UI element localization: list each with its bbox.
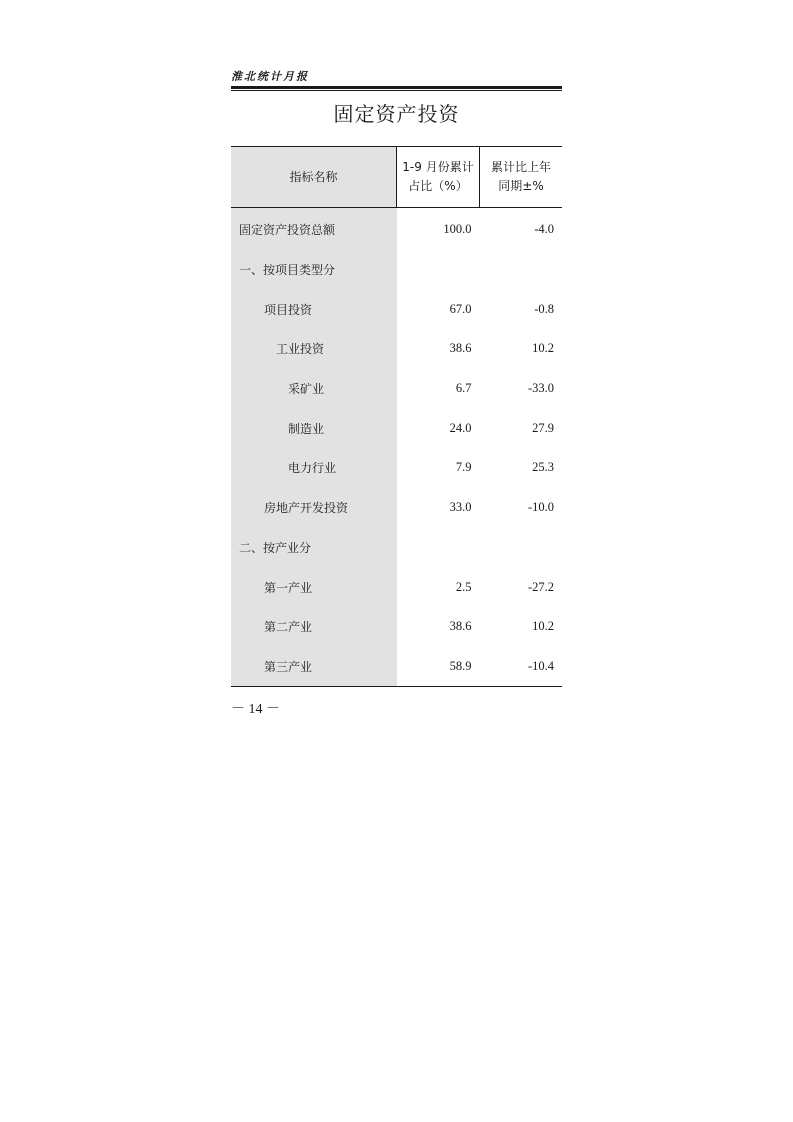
row-share: 2.5 (455, 579, 472, 594)
row-share: 24.0 (449, 420, 472, 435)
row-growth: -10.4 (480, 647, 563, 687)
page-title: 固定资产投资 (333, 102, 460, 126)
row-label: 电力行业 (231, 448, 397, 488)
table-row (231, 250, 562, 290)
row-label: 一、按项目类型分 (231, 250, 397, 290)
table-row (231, 528, 562, 568)
row-growth: -4.0 (534, 222, 554, 237)
row-growth: -27.2 (527, 579, 554, 594)
row-growth: 25.3 (532, 460, 554, 475)
row-label: 项目投资 (231, 289, 397, 329)
row-share (397, 528, 480, 568)
publication-name: 淮北统计月报 (231, 70, 309, 83)
column-header-growth-line2: 同期±% (498, 179, 544, 193)
table-header-row (231, 147, 562, 208)
row-label: 采矿业 (231, 369, 397, 409)
row-share: 67.0 (449, 301, 472, 316)
row-growth: -33.0 (527, 381, 554, 396)
row-label: 第三产业 (231, 647, 397, 687)
running-header (231, 70, 562, 91)
row-label: 房地产开发投资 (231, 488, 397, 528)
row-share: 38.6 (449, 619, 472, 634)
row-share: 100.0 (443, 222, 472, 237)
column-header-share (397, 147, 480, 208)
row-label: 工业投资 (231, 329, 397, 369)
table-row (231, 329, 562, 369)
row-growth: -0.8 (534, 301, 554, 316)
table-row (231, 289, 562, 329)
row-growth: 27.9 (532, 420, 554, 435)
row-label: 第二产业 (231, 607, 397, 647)
row-share: 7.9 (455, 460, 472, 475)
column-header-name (231, 147, 397, 208)
row-label: 制造业 (231, 408, 397, 448)
table-row (231, 567, 562, 607)
column-header-share-line2: 占比（%） (408, 179, 468, 193)
table-row (231, 488, 562, 528)
row-label: 二、按产业分 (231, 528, 397, 568)
row-label: 固定资产投资总额 (231, 208, 397, 250)
table-row (231, 369, 562, 409)
row-share: 58.9 (397, 647, 480, 687)
table-row (231, 607, 562, 647)
header-rule-thick (231, 86, 562, 89)
table-row (231, 208, 562, 250)
table-row (231, 448, 562, 488)
row-growth (480, 250, 563, 290)
header-rule-thin (231, 90, 562, 91)
row-share: 6.7 (455, 381, 472, 396)
column-header-growth-line1: 累计比上年 (490, 160, 551, 174)
row-share: 33.0 (449, 500, 472, 515)
column-header-growth (480, 147, 563, 208)
row-share (397, 250, 480, 290)
column-header-name-label: 指标名称 (289, 169, 338, 184)
table-row (231, 408, 562, 448)
row-growth (480, 528, 563, 568)
column-header-share-line1: 1-9 月份累计 (402, 160, 474, 174)
row-label: 第一产业 (231, 567, 397, 607)
row-growth: -10.0 (527, 500, 554, 515)
row-growth: 10.2 (532, 341, 554, 356)
table-row (231, 647, 562, 687)
page-number: － 14 － (231, 702, 280, 717)
row-share: 38.6 (449, 341, 472, 356)
row-growth: 10.2 (532, 619, 554, 634)
investment-table (231, 146, 562, 687)
